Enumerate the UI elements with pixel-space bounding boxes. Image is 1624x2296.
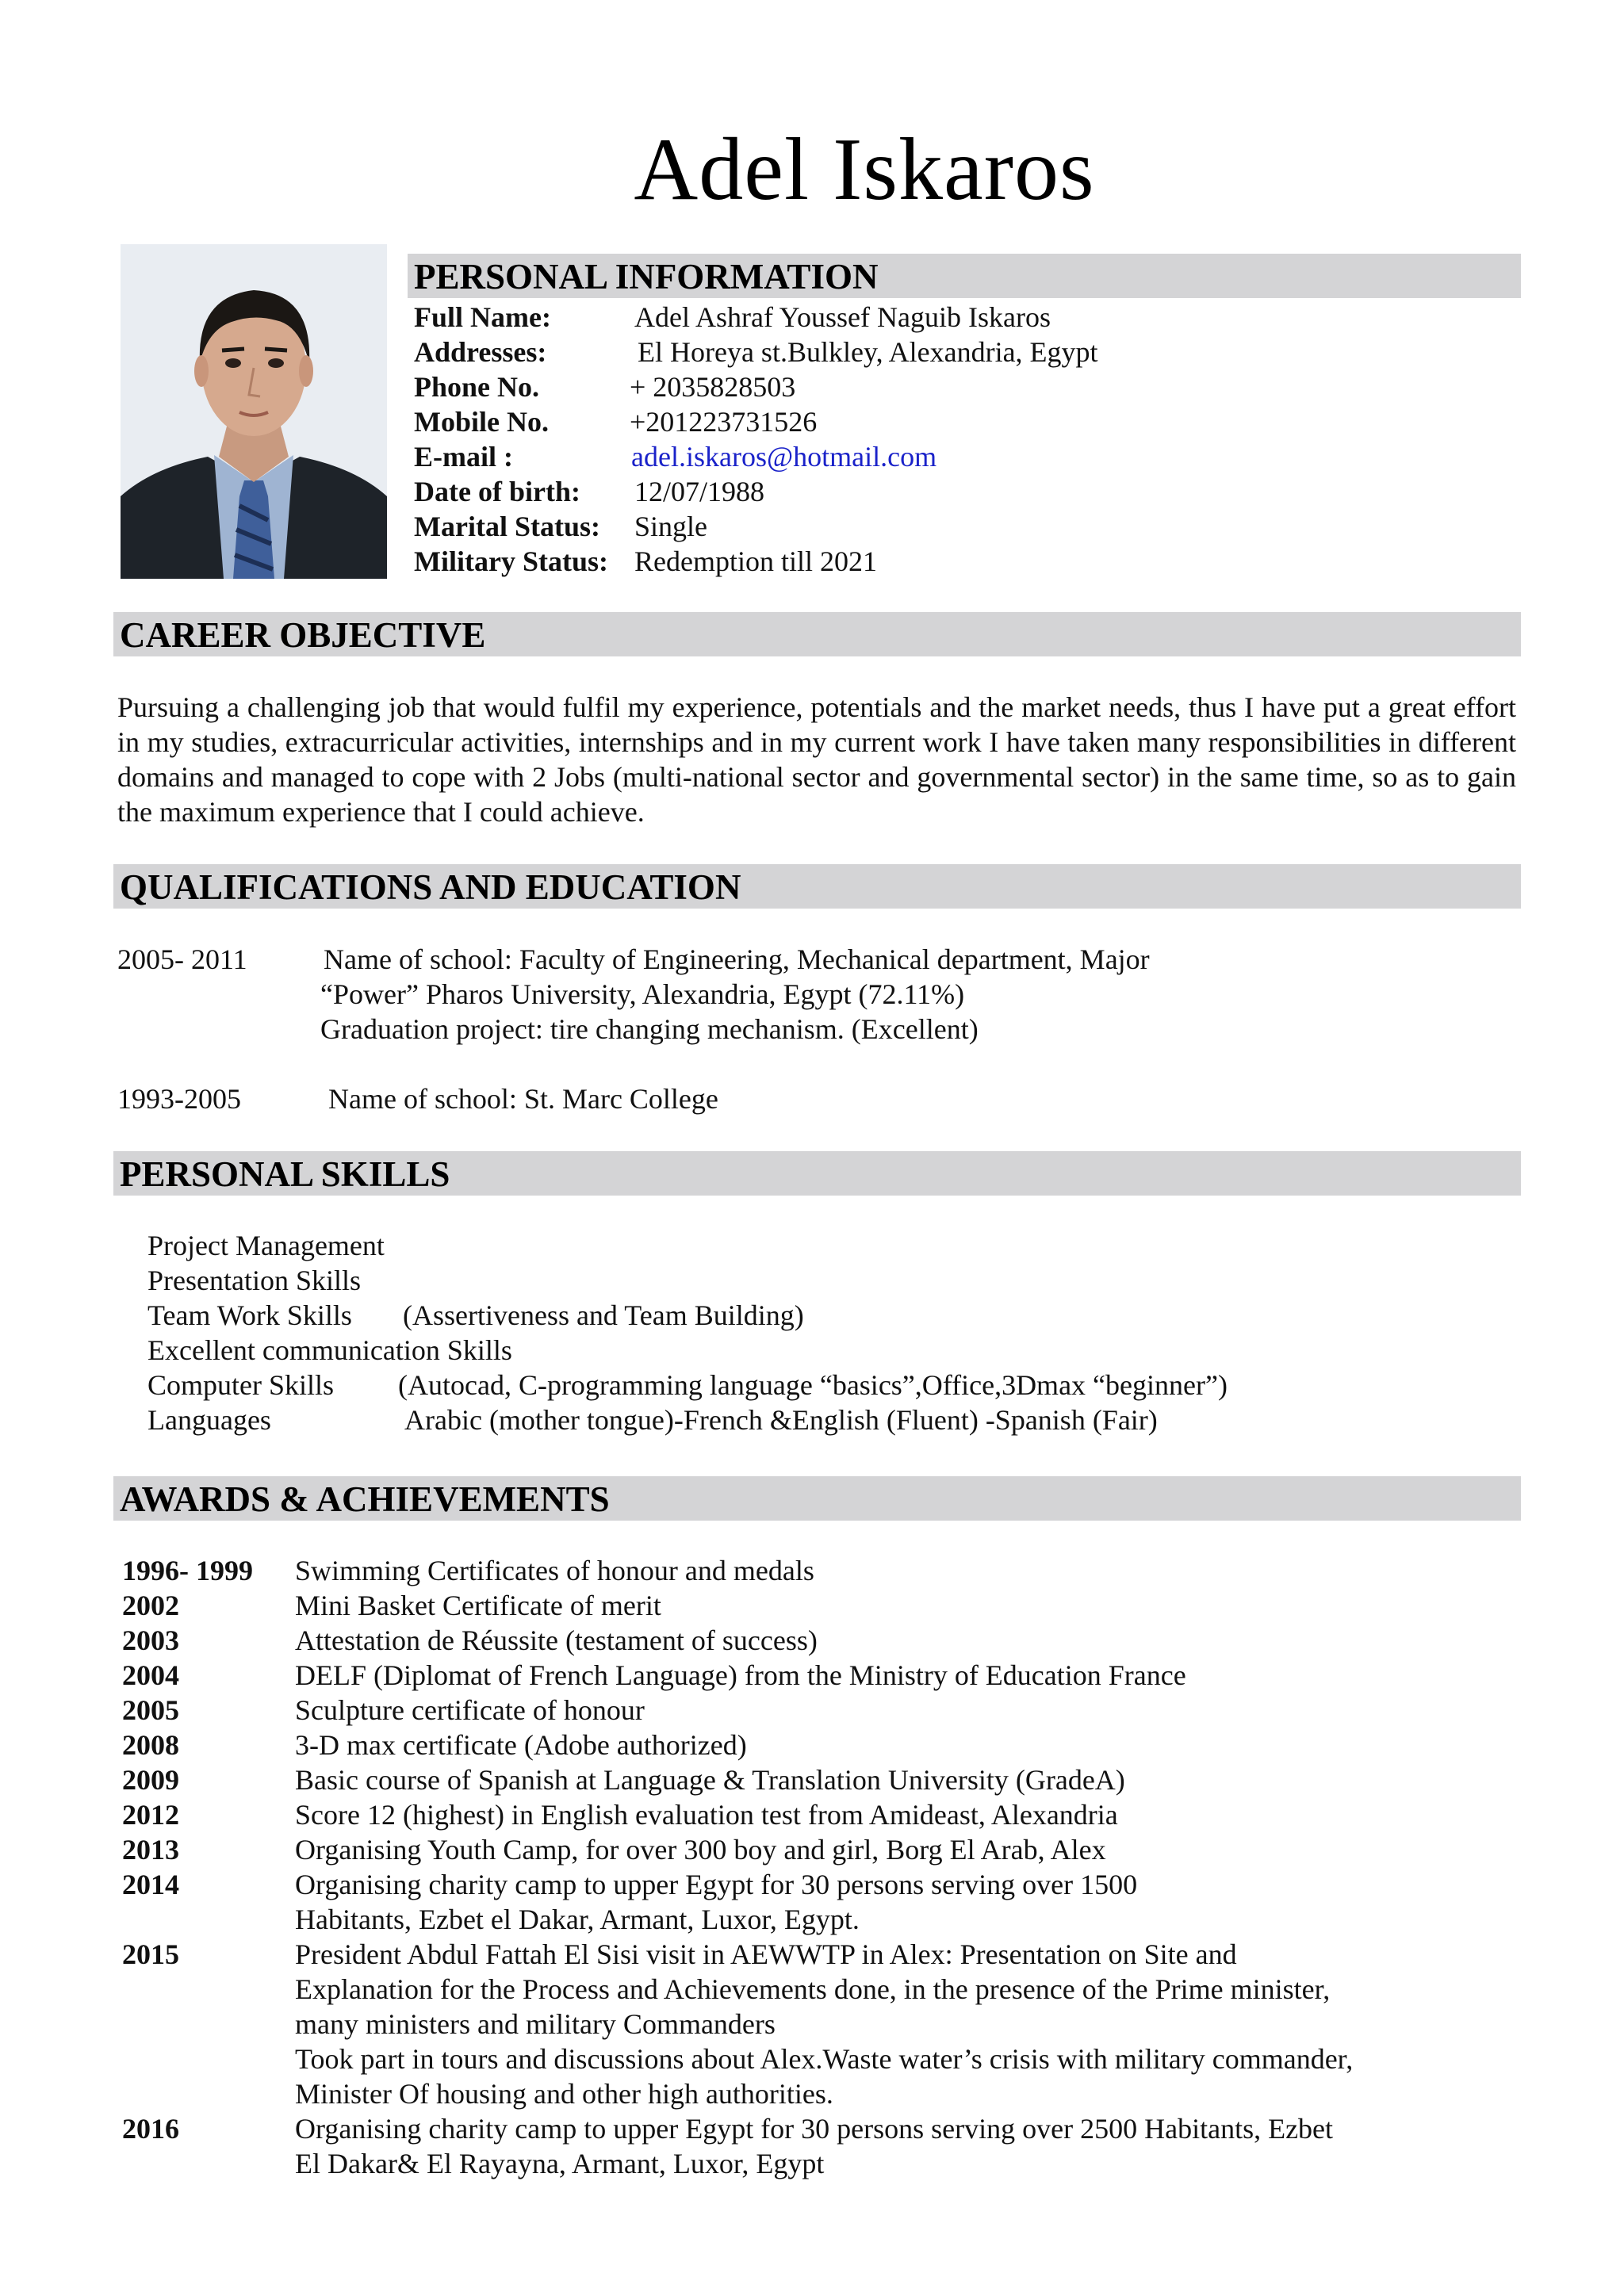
info-label: Mobile No. bbox=[414, 406, 549, 438]
career-objective-text: Pursuing a challenging job that would fulfil my experience, potentials and the market needs, thus I have put a great effort in my studies, extracurricular activities, internships and in my current work I have taken many responsibilities in different domains and managed to cope with 2 Jobs (multi-national sector and governmental sector) in the same time, so as to gain the maximum experience that I could achieve. bbox=[117, 691, 1516, 828]
list-item bbox=[122, 1832, 1353, 1867]
list-item bbox=[122, 1797, 1353, 1832]
awards-list bbox=[122, 1553, 1353, 2181]
page-title: Adel Iskaros bbox=[634, 121, 1095, 219]
education-line: “Power” Pharos University, Alexandria, Egypt (72.11%) bbox=[320, 978, 965, 1010]
skill-name: Team Work Skills bbox=[147, 1299, 352, 1331]
award-year: 2003 bbox=[122, 1624, 179, 1656]
list-item bbox=[122, 1728, 1353, 1762]
award-line: Minister Of housing and other high authorities. bbox=[295, 2078, 833, 2110]
award-year: 2013 bbox=[122, 1834, 179, 1866]
profile-photo bbox=[121, 244, 387, 579]
list-item bbox=[122, 2111, 1353, 2181]
education-line: Graduation project: tire changing mechanism. (Excellent) bbox=[320, 1013, 979, 1045]
award-year: 2016 bbox=[122, 2113, 179, 2145]
email-link[interactable]: adel.iskaros@hotmail.com bbox=[631, 441, 937, 473]
education-heading: QUALIFICATIONS AND EDUCATION bbox=[113, 864, 1521, 909]
info-value: Adel Ashraf Youssef Naguib Iskaros bbox=[634, 301, 1051, 333]
list-item bbox=[122, 1762, 1353, 1797]
education-years: 1993-2005 bbox=[117, 1083, 241, 1115]
list-item bbox=[122, 1937, 1353, 2111]
award-year: 1996- 1999 bbox=[122, 1555, 253, 1586]
award-line: 3-D max certificate (Adobe authorized) bbox=[295, 1729, 747, 1761]
award-line: Organising charity camp to upper Egypt for 30 persons serving over 2500 Habitants, Ezbet bbox=[295, 2113, 1334, 2145]
award-line: Swimming Certificates of honour and medals bbox=[295, 1555, 814, 1586]
award-line: Took part in tours and discussions about Alex.Waste water’s crisis with military commander, bbox=[295, 2043, 1354, 2075]
award-description bbox=[295, 2111, 1333, 2181]
award-description bbox=[295, 1762, 1125, 1797]
info-value: El Horeya st.Bulkley, Alexandria, Egypt bbox=[638, 336, 1098, 368]
info-label: Phone No. bbox=[414, 371, 540, 403]
award-description bbox=[295, 1832, 1106, 1867]
info-label: Date of birth: bbox=[414, 476, 580, 507]
award-year: 2004 bbox=[122, 1659, 179, 1691]
list-item bbox=[122, 1693, 1353, 1728]
info-label: E-mail : bbox=[414, 441, 513, 473]
award-description bbox=[295, 1797, 1118, 1832]
awards-heading: AWARDS & ACHIEVEMENTS bbox=[113, 1476, 1521, 1521]
education-line: Name of school: Faculty of Engineering, Mechanical department, Major bbox=[324, 943, 1150, 975]
list-item bbox=[122, 1658, 1353, 1693]
skill-name: Languages bbox=[147, 1404, 271, 1436]
education-years: 2005- 2011 bbox=[117, 943, 247, 975]
list-item bbox=[122, 1588, 1353, 1623]
award-year: 2012 bbox=[122, 1799, 179, 1831]
award-description bbox=[295, 1553, 814, 1588]
award-description bbox=[295, 1623, 818, 1658]
skill-detail: (Assertiveness and Team Building) bbox=[403, 1299, 804, 1331]
award-line: El Dakar& El Rayayna, Armant, Luxor, Egypt bbox=[295, 2148, 825, 2179]
skill-name: Excellent communication Skills bbox=[147, 1334, 512, 1366]
info-label: Marital Status: bbox=[414, 511, 600, 542]
skill-name: Computer Skills bbox=[147, 1369, 335, 1401]
award-line: DELF (Diplomat of French Language) from the Ministry of Education France bbox=[295, 1659, 1186, 1691]
award-year: 2002 bbox=[122, 1590, 179, 1621]
award-line: President Abdul Fattah El Sisi visit in AEWWTP in Alex: Presentation on Site and bbox=[295, 1938, 1237, 1970]
award-line: Organising Youth Camp, for over 300 boy and girl, Borg El Arab, Alex bbox=[295, 1834, 1106, 1866]
info-value: Single bbox=[634, 511, 708, 542]
education-line: Name of school: St. Marc College bbox=[328, 1083, 718, 1115]
skill-name: Presentation Skills bbox=[147, 1265, 361, 1296]
award-year: 2008 bbox=[122, 1729, 179, 1761]
info-label: Addresses: bbox=[414, 336, 547, 368]
info-value: Redemption till 2021 bbox=[634, 545, 877, 577]
skill-name: Project Management bbox=[147, 1230, 385, 1261]
award-year: 2009 bbox=[122, 1764, 179, 1796]
award-year: 2005 bbox=[122, 1694, 179, 1726]
award-line: Mini Basket Certificate of merit bbox=[295, 1590, 661, 1621]
info-label: Full Name: bbox=[414, 301, 551, 333]
personal-info-heading: PERSONAL INFORMATION bbox=[408, 254, 1521, 298]
award-description bbox=[295, 1693, 645, 1728]
info-value: +201223731526 bbox=[630, 406, 818, 438]
award-line: many ministers and military Commanders bbox=[295, 2008, 776, 2040]
list-item bbox=[122, 1553, 1353, 1588]
list-item bbox=[122, 1867, 1353, 1937]
award-description bbox=[295, 1658, 1186, 1693]
award-description bbox=[295, 1867, 1137, 1937]
skill-detail: Arabic (mother tongue)-French &English (Fluent) -Spanish (Fair) bbox=[404, 1404, 1158, 1436]
career-objective-heading: CAREER OBJECTIVE bbox=[113, 612, 1521, 656]
award-line: Explanation for the Process and Achievements done, in the presence of the Prime minister, bbox=[295, 1973, 1331, 2005]
skill-detail: (Autocad, C-programming language “basics”,Office,3Dmax “beginner”) bbox=[398, 1369, 1228, 1401]
award-line: Basic course of Spanish at Language & Translation University (GradeA) bbox=[295, 1764, 1125, 1796]
award-line: Habitants, Ezbet el Dakar, Armant, Luxor, Egypt. bbox=[295, 1904, 860, 1935]
award-line: Organising charity camp to upper Egypt for 30 persons serving over 1500 bbox=[295, 1869, 1138, 1900]
award-description bbox=[295, 1937, 1353, 2111]
award-description bbox=[295, 1588, 661, 1623]
info-value: 12/07/1988 bbox=[634, 476, 765, 507]
award-line: Attestation de Réussite (testament of success) bbox=[295, 1624, 818, 1656]
info-value: + 2035828503 bbox=[630, 371, 796, 403]
award-line: Sculpture certificate of honour bbox=[295, 1694, 645, 1726]
award-year: 2014 bbox=[122, 1869, 179, 1900]
award-year: 2015 bbox=[122, 1938, 179, 1970]
award-line: Score 12 (highest) in English evaluation test from Amideast, Alexandria bbox=[295, 1799, 1118, 1831]
list-item bbox=[122, 1623, 1353, 1658]
award-description bbox=[295, 1728, 747, 1762]
personal-skills-heading: PERSONAL SKILLS bbox=[113, 1151, 1521, 1196]
info-label: Military Status: bbox=[414, 545, 608, 577]
